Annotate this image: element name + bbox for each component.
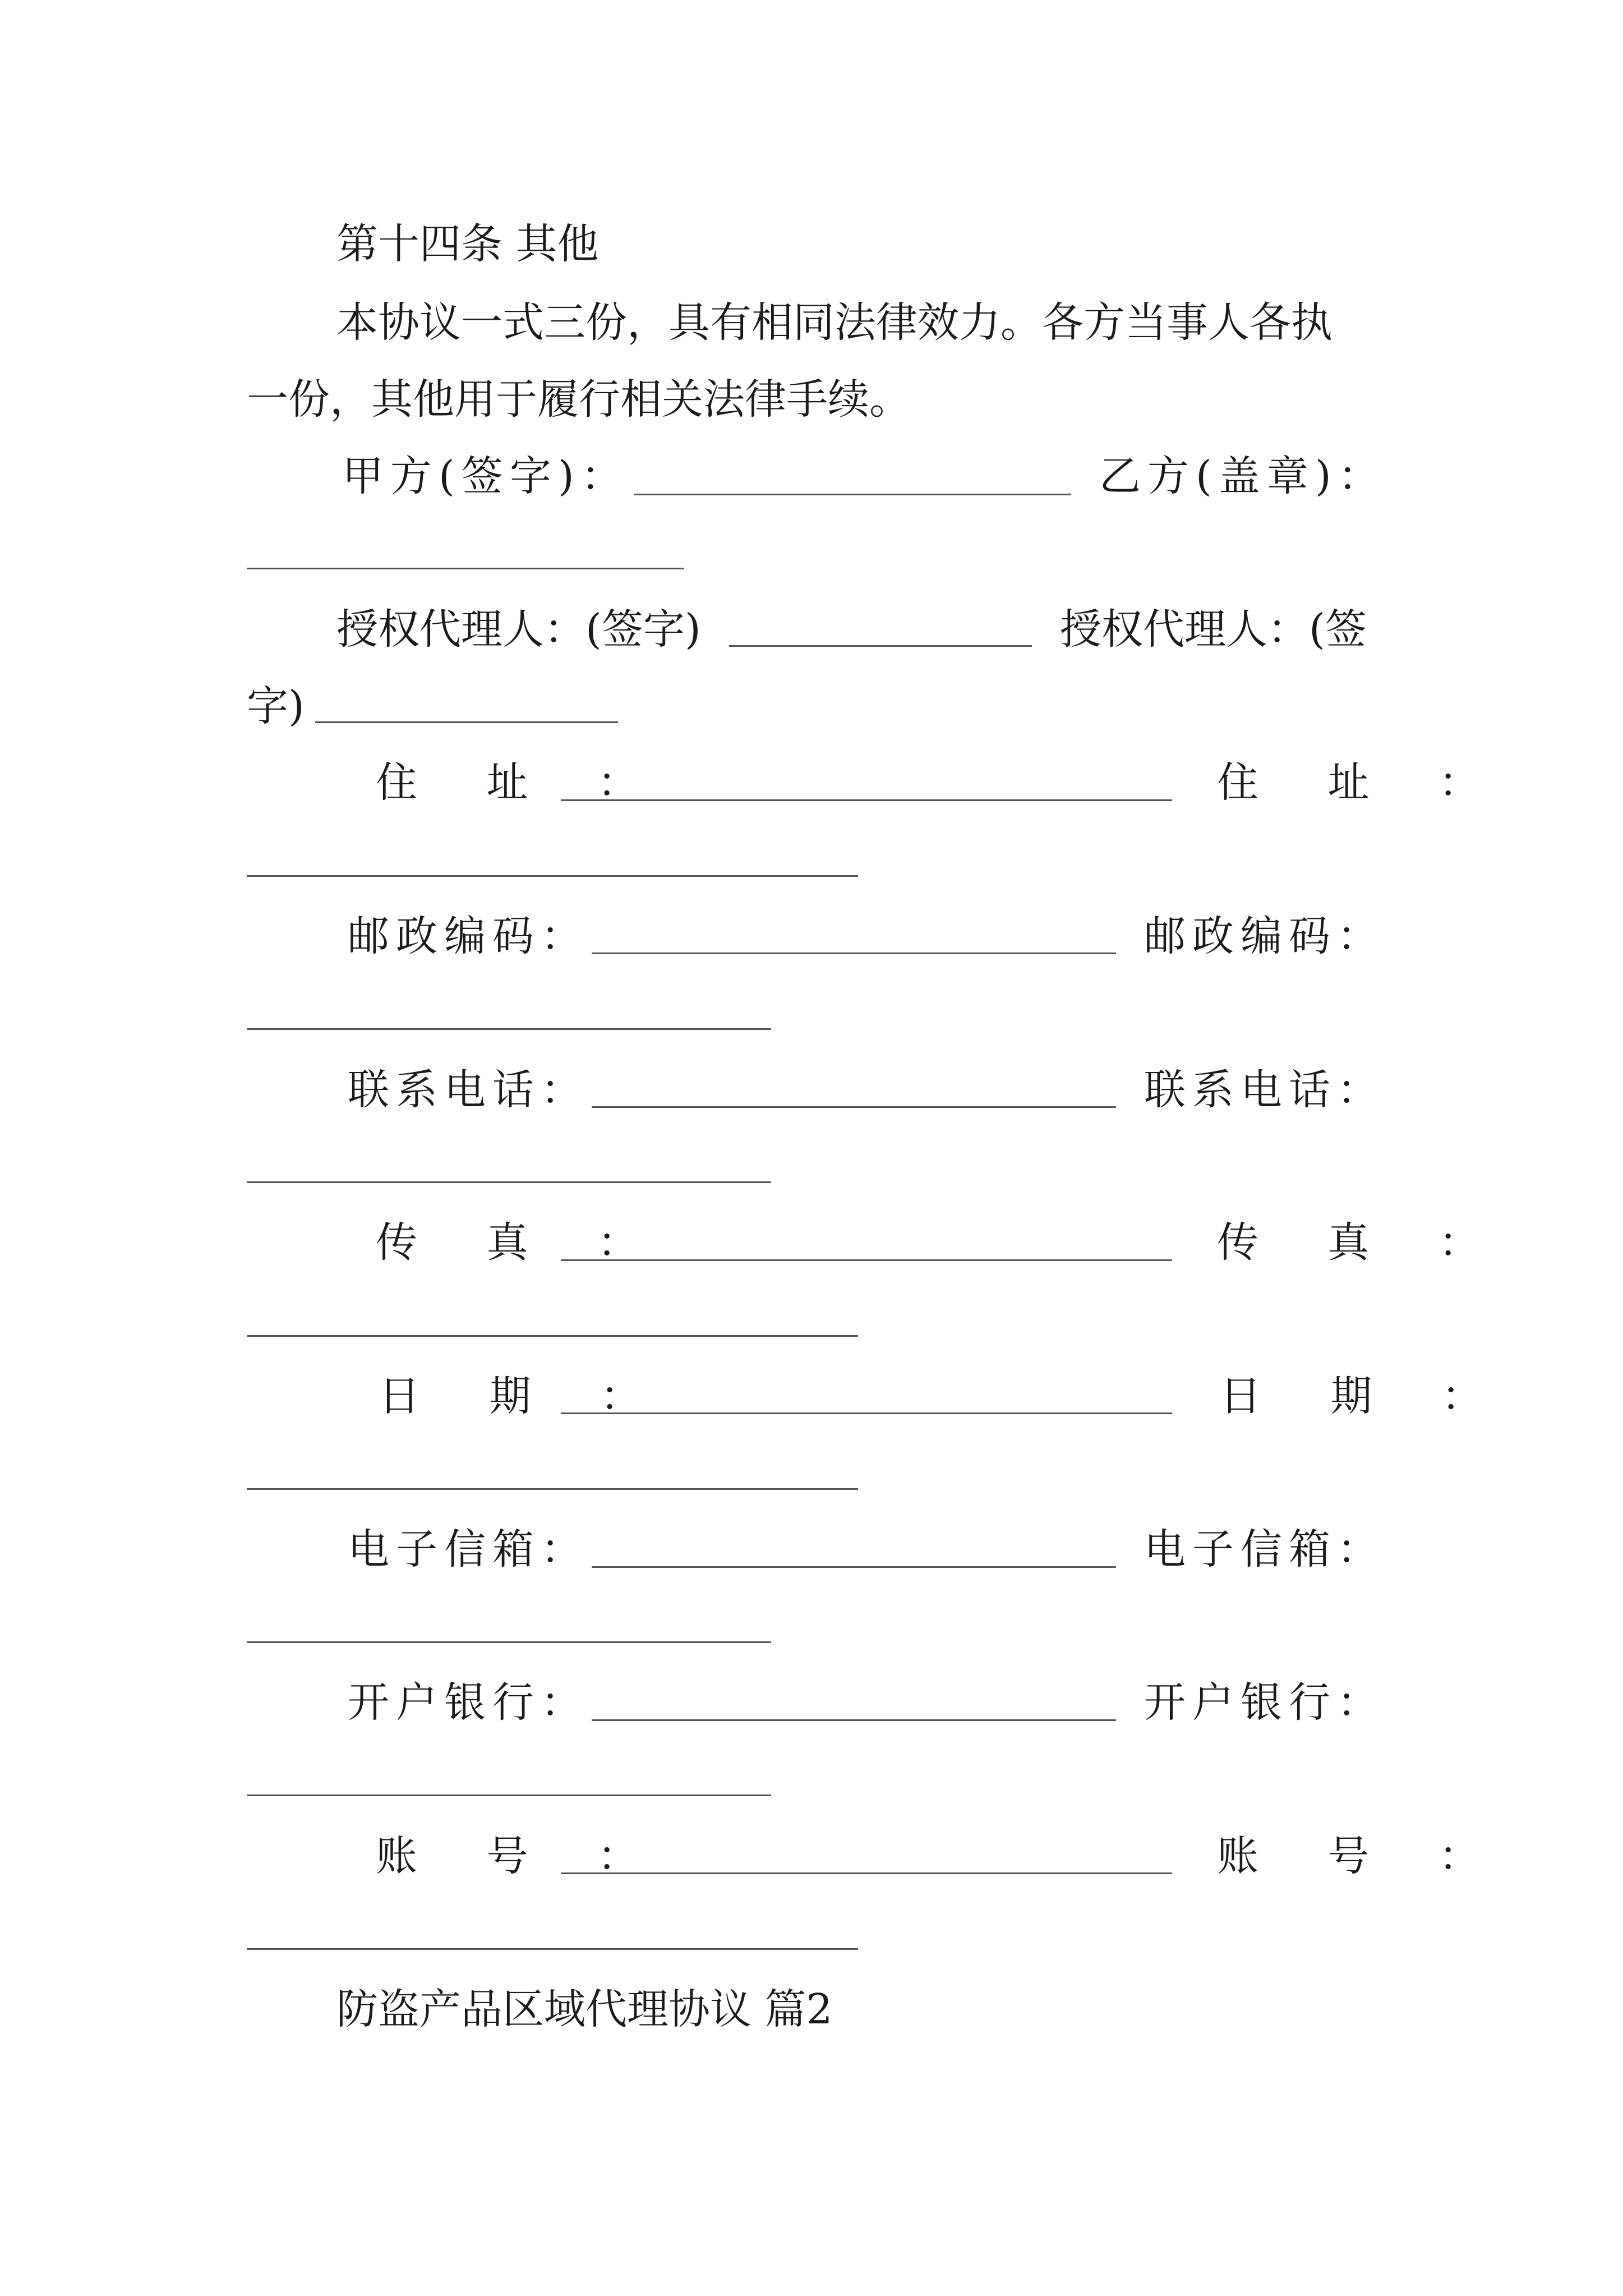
account-label-a: 账 号 ： (376, 1832, 667, 1880)
postcode-blank-b[interactable] (247, 1028, 771, 1030)
bank-blank-b[interactable] (247, 1795, 771, 1796)
date-label-b: 日 期 ： (1220, 1372, 1511, 1420)
email-label-b: 电子信箱： (1144, 1525, 1385, 1573)
bank-label-b: 开户银行： (1144, 1678, 1385, 1727)
phone-label-a: 联系电话： (348, 1066, 589, 1114)
phone-blank-b[interactable] (247, 1181, 771, 1183)
email-label-a: 电子信箱： (348, 1525, 589, 1573)
agent-a-label: 授权代理人：(签字) (336, 605, 701, 654)
fax-blank-a[interactable] (561, 1259, 1172, 1261)
agent-b-label-part2: 字) (247, 682, 305, 730)
phone-label-b: 联系电话： (1144, 1066, 1385, 1114)
party-b-seal-label: 乙方(盖章)： (1099, 452, 1386, 500)
agent-a-blank[interactable] (729, 645, 1032, 647)
fax-label-a: 传 真 ： (376, 1218, 667, 1267)
address-blank-b[interactable] (247, 875, 858, 877)
account-blank-a[interactable] (561, 1872, 1172, 1874)
agent-b-label-part1: 授权代理人：(签 (1060, 605, 1367, 654)
email-blank-b[interactable] (247, 1641, 771, 1643)
address-blank-a[interactable] (561, 799, 1172, 801)
postcode-blank-a[interactable] (592, 953, 1116, 954)
address-label-b: 住 址 ： (1217, 758, 1509, 807)
date-blank-a[interactable] (561, 1412, 1172, 1414)
postcode-label-b: 邮政编码： (1144, 912, 1385, 960)
date-label-a: 日 期 ： (379, 1372, 670, 1420)
phone-blank-a[interactable] (592, 1106, 1116, 1108)
paragraph-line-2: 一份，其他用于履行相关法律手续。 (247, 375, 911, 424)
next-section-heading: 防盗产品区域代理协议 篇2 (336, 1985, 833, 2033)
bank-label-a: 开户银行： (348, 1678, 589, 1727)
party-a-sign-label: 甲方(签字)： (342, 452, 629, 500)
date-blank-b[interactable] (247, 1488, 858, 1490)
paragraph-line-1: 本协议一式三份，具有相同法律效力。各方当事人各执 (336, 298, 1332, 347)
article-heading: 第十四条 其他 (336, 220, 599, 268)
postcode-label-a: 邮政编码： (348, 912, 589, 960)
address-label-a: 住 址 ： (376, 758, 667, 807)
email-blank-a[interactable] (592, 1566, 1116, 1568)
account-label-b: 账 号 ： (1217, 1832, 1509, 1880)
party-a-sign-blank[interactable] (634, 494, 1071, 495)
account-blank-b[interactable] (247, 1948, 858, 1950)
fax-blank-b[interactable] (247, 1335, 858, 1337)
fax-label-b: 传 真 ： (1217, 1218, 1509, 1267)
agent-b-blank[interactable] (315, 721, 618, 723)
bank-blank-a[interactable] (592, 1719, 1116, 1721)
party-b-seal-blank[interactable] (247, 568, 684, 569)
